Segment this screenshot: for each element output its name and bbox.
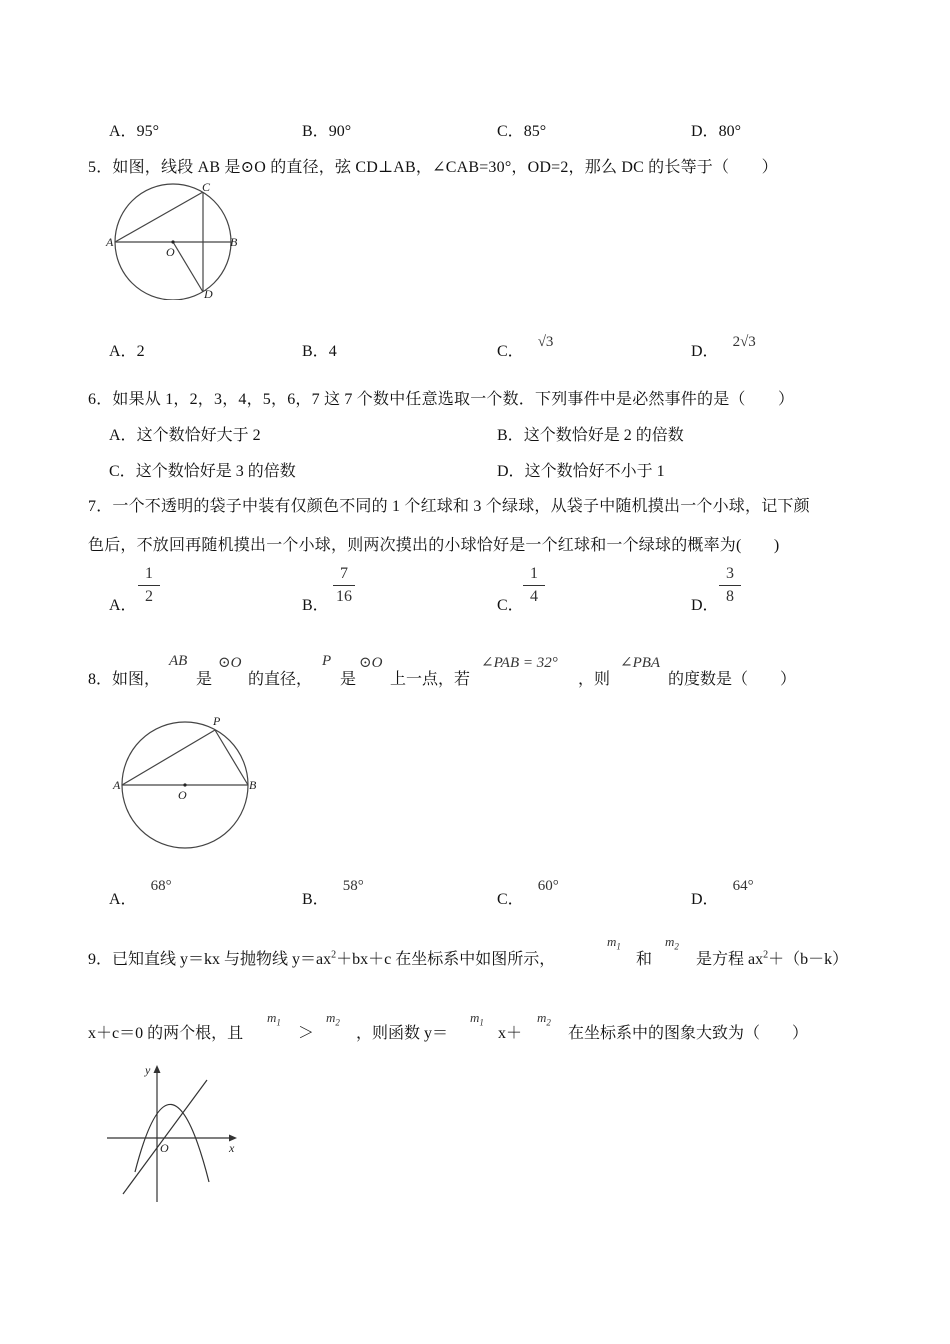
q4-option-d: D．80° xyxy=(691,123,741,140)
q8-label-o: O xyxy=(178,788,187,802)
q9-m2-c: $m_2$ xyxy=(537,1010,551,1028)
q9-gt: ＞ xyxy=(298,1025,315,1042)
q8-angle-pab: ∠PAB = 32° xyxy=(481,655,558,671)
q7-option-a-label: A． xyxy=(109,597,137,614)
q7-option-b-label: B． xyxy=(302,597,329,614)
q5-label-c: C xyxy=(202,180,211,194)
q9-label-y: y xyxy=(145,1063,151,1077)
q9-line2-prefix: x＋c＝0 的两个根，且 xyxy=(88,1025,244,1042)
q8-angle-pba: ∠PBA xyxy=(620,655,661,671)
q7-option-d-label: D． xyxy=(691,597,719,614)
q9-m1-c: $m_1$ xyxy=(470,1010,484,1028)
q8-option-a: A．68° xyxy=(109,878,172,908)
q8-zhijing: 的直径， xyxy=(248,671,313,688)
q8-shangyidian: 上一点，若 xyxy=(390,671,471,688)
q6-option-d: D．这个数恰好不小于 1 xyxy=(497,463,665,480)
q8-option-c: C．60° xyxy=(497,878,559,908)
q8-label-p: P xyxy=(213,714,221,728)
q5-label-b: B xyxy=(230,235,238,249)
q9-m2-b: $m_2$ xyxy=(326,1010,340,1028)
q9-graph-figure xyxy=(105,1062,245,1207)
q5-option-b: B．4 xyxy=(302,343,337,360)
q9-xplus: x＋ xyxy=(498,1025,523,1042)
q8-option-d: D．64° xyxy=(691,878,754,908)
q9-label-x: x xyxy=(229,1141,235,1155)
q8-option-b: B．58° xyxy=(302,878,364,908)
q8-label-a: A xyxy=(113,778,121,792)
q4-option-a: A．95° xyxy=(109,123,159,140)
q4-option-c: C．85° xyxy=(497,123,547,140)
q4-option-b: B．90° xyxy=(302,123,352,140)
q9-m1-b: $m_1$ xyxy=(267,1010,281,1028)
q8-circle-o: ⊙O xyxy=(218,655,242,671)
q7-option-d-fraction: 3 8 xyxy=(719,564,741,607)
q9-he: 和 xyxy=(636,951,653,968)
q6-stem: 6．如果从 1，2，3，4，5，6，7 这 7 个数中任意选取一个数．下列事件中是必然事件的是（ ） xyxy=(88,391,795,408)
q5-option-c: C．√3 xyxy=(497,334,554,360)
q8-label-b: B xyxy=(249,778,257,792)
q5-label-d: D xyxy=(204,287,213,300)
q7-option-c-fraction: 1 4 xyxy=(523,564,545,607)
q5-label-a: A xyxy=(106,235,114,249)
q5-circle-figure xyxy=(105,180,245,300)
q9-line2-mid: ，则函数 y＝ xyxy=(356,1025,449,1042)
q6-option-c: C．这个数恰好是 3 的倍数 xyxy=(109,463,296,480)
q9-line1-tail: 是方程 $ax^2+(b-k)$ xyxy=(696,949,849,968)
q8-p: P xyxy=(322,653,332,669)
q6-option-b: B．这个数恰好是 2 的倍数 xyxy=(497,427,684,444)
q7-stem-line2: 色后，不放回再随机摸出一个小球，则两次摸出的小球恰好是一个红球和一个绿球的概率为( ) xyxy=(88,537,780,554)
q8-dushu: 的度数是（ ） xyxy=(668,671,797,688)
q9-m2-a: $m_2$ xyxy=(665,934,679,952)
q5-label-o: O xyxy=(166,245,175,259)
q5-option-a: A．2 xyxy=(109,343,145,360)
q9-label-o: O xyxy=(160,1141,169,1155)
q9-line1-prefix: 9．已知直线 y＝kx 与抛物线 $y=ax^2+bx+c$ 在坐标系中如图所示， xyxy=(88,949,556,968)
q5-option-d: D．2√3 xyxy=(691,334,756,360)
q9-line2-tail: 在坐标系中的图象大致为（ ） xyxy=(568,1025,809,1042)
q7-stem-line1: 7．一个不透明的袋子中装有仅颜色不同的 1 个红球和 3 个绿球，从袋子中随机摸出一个小球，记下颜 xyxy=(88,498,810,515)
q8-stem-prefix: 8．如图， xyxy=(88,671,161,688)
q7-option-b-fraction: 7 16 xyxy=(333,564,355,607)
q8-circle-figure xyxy=(110,710,270,872)
q8-circle-o2: ⊙O xyxy=(359,655,383,671)
q9-m1-a: $m_1$ xyxy=(607,934,621,952)
q5-stem: 5．如图，线段 AB 是⊙O 的直径，弦 CD⊥AB，∠CAB=30°，OD=2，那么 DC 的长等于（ ） xyxy=(88,159,778,176)
q8-shi2: 是 xyxy=(340,671,357,688)
q8-ab: AB xyxy=(169,653,188,669)
q7-option-c-label: C． xyxy=(497,597,524,614)
q7-option-a-fraction: 1 2 xyxy=(138,564,160,607)
q6-option-a: A．这个数恰好大于 2 xyxy=(109,427,261,444)
q8-ze: ，则 xyxy=(578,671,611,688)
q8-shi: 是 xyxy=(196,671,213,688)
